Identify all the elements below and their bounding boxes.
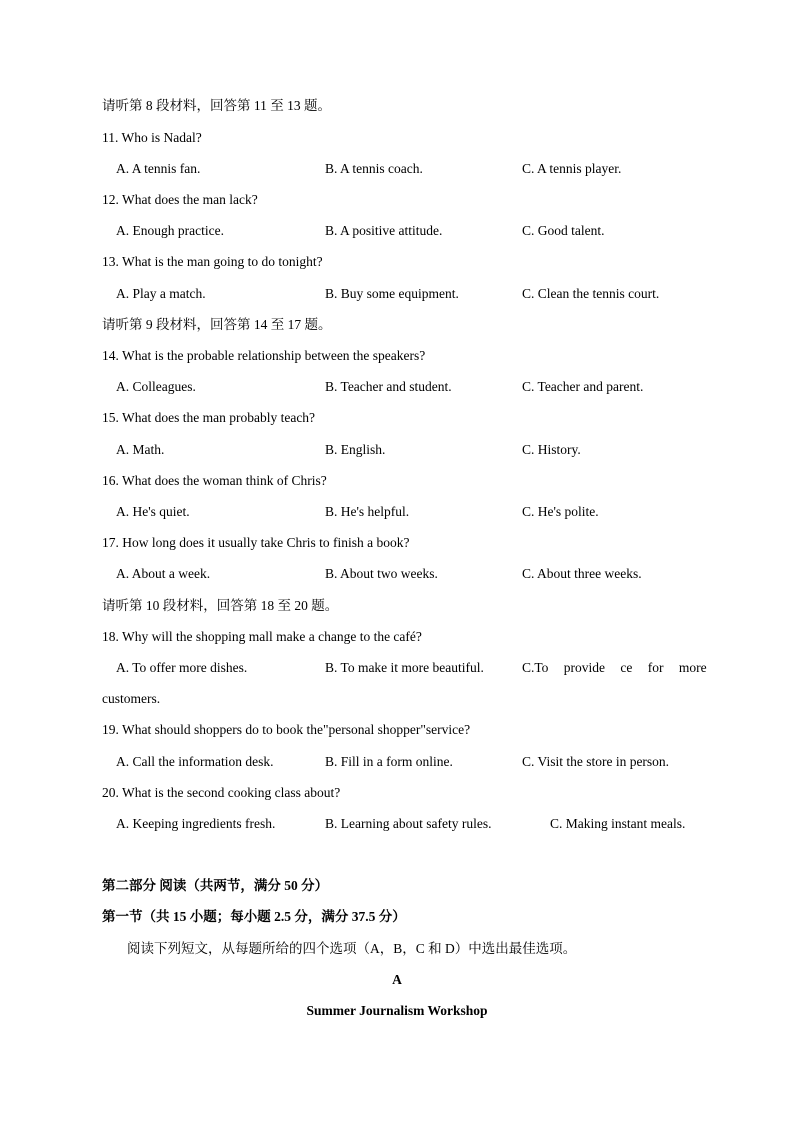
question-20: 20. What is the second cooking class about? <box>102 785 341 800</box>
question-13-option-a: A. Play a match. <box>116 286 206 301</box>
question-11-option-a: A. A tennis fan. <box>116 161 201 176</box>
question-16-option-b: B. He's helpful. <box>325 504 410 519</box>
question-13-option-c: C. Clean the tennis court. <box>522 286 660 301</box>
question-14: 14. What is the probable relationship between the speakers? <box>102 348 426 363</box>
question-11: 11. Who is Nadal? <box>102 130 202 145</box>
question-16: 16. What does the woman think of Chris? <box>102 473 327 488</box>
question-20-option-b: B. Learning about safety rules. <box>325 816 492 831</box>
question-17: 17. How long does it usually take Chris to finish a book? <box>102 535 410 550</box>
question-20-option-a: A. Keeping ingredients fresh. <box>116 816 276 831</box>
question-18-option-a: A. To offer more dishes. <box>116 660 248 675</box>
question-20-option-c: C. Making instant meals. <box>550 816 686 831</box>
question-18-option-b: B. To make it more beautiful. <box>325 660 484 675</box>
question-12-option-b: B. A positive attitude. <box>325 223 443 238</box>
question-16-option-c: C. He's polite. <box>522 504 599 519</box>
question-13: 13. What is the man going to do tonight? <box>102 254 323 269</box>
reading-part-heading: 第二部分 阅读（共两节，满分 50 分） <box>102 878 329 893</box>
section-10-heading: 请听第 10 段材料，回答第 18 至 20 题。 <box>102 598 339 613</box>
question-12: 12. What does the man lack? <box>102 192 258 207</box>
passage-title: Summer Journalism Workshop <box>306 1003 488 1018</box>
question-12-option-a: A. Enough practice. <box>116 223 224 238</box>
question-19-option-c: C. Visit the store in person. <box>522 754 670 769</box>
question-15-option-a: A. Math. <box>116 442 165 457</box>
question-11-option-b: B. A tennis coach. <box>325 161 423 176</box>
question-18-option-c-continued: customers. <box>102 691 161 706</box>
question-14-option-a: A. Colleagues. <box>116 379 196 394</box>
passage-letter: A <box>392 972 402 987</box>
question-11-option-c: C. A tennis player. <box>522 161 622 176</box>
question-14-option-b: B. Teacher and student. <box>325 379 452 394</box>
question-12-option-c: C. Good talent. <box>522 223 605 238</box>
question-15: 15. What does the man probably teach? <box>102 410 316 425</box>
reading-section-heading: 第一节（共 15 小题；每小题 2.5 分，满分 37.5 分） <box>102 909 406 924</box>
section-9-heading: 请听第 9 段材料，回答第 14 至 17 题。 <box>102 317 332 332</box>
question-13-option-b: B. Buy some equipment. <box>325 286 459 301</box>
question-14-option-c: C. Teacher and parent. <box>522 379 644 394</box>
question-17-option-a: A. About a week. <box>116 566 211 581</box>
reading-instruction: 阅读下列短文，从每题所给的四个选项（A，B，C 和 D）中选出最佳选项。 <box>127 941 577 956</box>
question-18: 18. Why will the shopping mall make a change to the café? <box>102 629 422 644</box>
question-17-option-c: C. About three weeks. <box>522 566 642 581</box>
section-8-heading: 请听第 8 段材料，回答第 11 至 13 题。 <box>102 98 331 113</box>
question-16-option-a: A. He's quiet. <box>116 504 190 519</box>
question-18-option-c: C.To provide ce for more <box>522 660 707 675</box>
question-19-option-a: A. Call the information desk. <box>116 754 274 769</box>
question-17-option-b: B. About two weeks. <box>325 566 438 581</box>
question-19-option-b: B. Fill in a form online. <box>325 754 453 769</box>
question-15-option-b: B. English. <box>325 442 386 457</box>
question-15-option-c: C. History. <box>522 442 581 457</box>
question-19: 19. What should shoppers do to book the"personal shopper"service? <box>102 722 471 737</box>
